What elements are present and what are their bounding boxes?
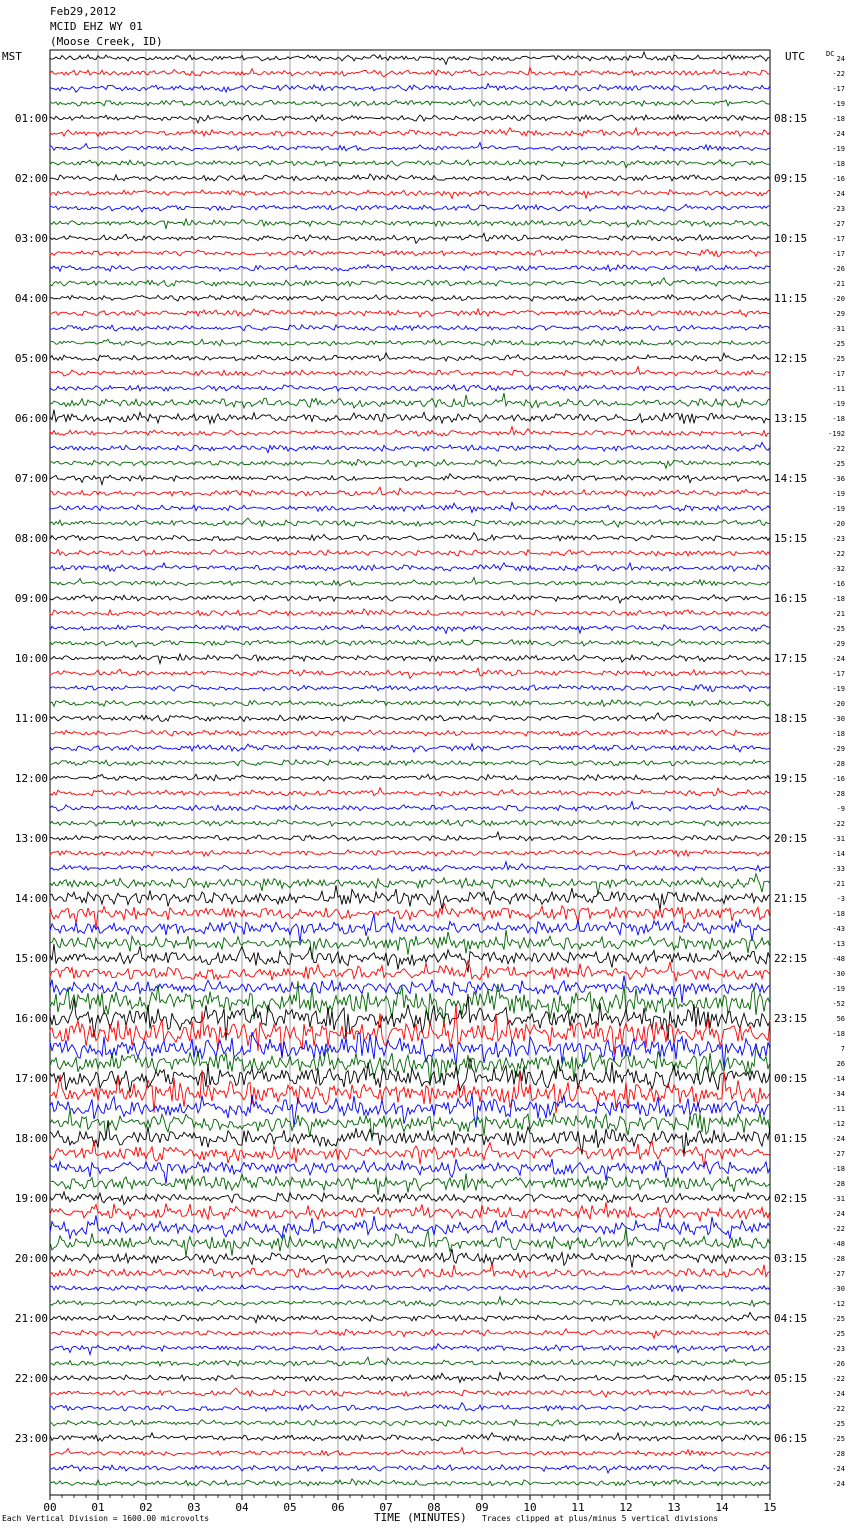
dc-offset-label: -22 — [832, 1375, 845, 1383]
mst-hour-label: 13:00 — [14, 832, 48, 845]
seismic-trace — [50, 1403, 770, 1411]
dc-offset-label: -24 — [832, 655, 845, 663]
dc-offset-label: -22 — [832, 820, 845, 828]
dc-offset-label: -22 — [832, 445, 845, 453]
seismic-trace — [50, 760, 770, 766]
seismic-trace — [50, 204, 770, 212]
dc-offset-label: -24 — [832, 1135, 845, 1143]
x-tick-label: 08 — [427, 1501, 441, 1514]
seismic-trace — [50, 578, 770, 586]
utc-hour-label: 09:15 — [774, 172, 808, 185]
seismic-trace — [50, 1297, 770, 1307]
utc-hour-label: 22:15 — [774, 952, 808, 965]
dc-offset-label: -18 — [832, 1165, 845, 1173]
utc-axis-label: UTC — [785, 50, 805, 63]
dc-offset-label: -20 — [832, 295, 845, 303]
dc-offset-label: -28 — [832, 1180, 845, 1188]
mst-hour-label: 15:00 — [14, 952, 48, 965]
dc-offset-label: -17 — [832, 85, 845, 93]
seismic-trace — [50, 885, 770, 910]
dc-offset-label: -18 — [832, 595, 845, 603]
dc-offset-label: -12 — [832, 1300, 845, 1308]
dc-offset-label: -23 — [832, 205, 845, 213]
seismic-trace — [50, 700, 770, 707]
seismic-trace — [50, 115, 770, 123]
dc-offset-label: -14 — [832, 850, 845, 858]
seismic-trace — [50, 278, 770, 287]
dc-offset-label: -25 — [832, 625, 845, 633]
seismic-trace — [50, 862, 770, 872]
dc-offset-label: -25 — [832, 1435, 845, 1443]
x-tick-label: 07 — [379, 1501, 393, 1514]
x-tick-label: 11 — [571, 1501, 585, 1514]
dc-offset-label: -22 — [832, 550, 845, 558]
mst-hour-label: 12:00 — [14, 772, 48, 785]
dc-offset-label: -28 — [832, 790, 845, 798]
dc-offset-label: -18 — [832, 115, 845, 123]
seismic-trace — [50, 502, 770, 512]
seismic-trace — [50, 730, 770, 736]
mst-hour-label: 06:00 — [14, 412, 48, 425]
seismic-trace — [50, 1285, 770, 1292]
x-tick-label: 00 — [43, 1501, 57, 1514]
utc-hour-label: 14:15 — [774, 472, 808, 485]
dc-offset-label: -18 — [832, 415, 845, 423]
seismic-trace — [50, 874, 770, 895]
utc-hour-label: 11:15 — [774, 292, 808, 305]
dc-offset-label: -33 — [832, 865, 845, 873]
dc-offset-label: -25 — [832, 1420, 845, 1428]
seismic-trace — [50, 832, 770, 841]
x-tick-label: 14 — [715, 1501, 729, 1514]
seismic-trace — [50, 160, 770, 168]
utc-hour-label: 12:15 — [774, 352, 808, 365]
dc-offset-label: -22 — [832, 1225, 845, 1233]
seismic-trace — [50, 487, 770, 496]
dc-offset-label: -9 — [836, 805, 845, 813]
seismic-trace — [50, 774, 770, 781]
seismic-trace — [50, 1433, 770, 1441]
seismic-trace — [50, 788, 770, 796]
x-tick-label: 13 — [667, 1501, 681, 1514]
dc-offset-label: -32 — [832, 565, 845, 573]
dc-offset-label: -18 — [832, 730, 845, 738]
seismic-trace — [50, 353, 770, 361]
dc-offset-label: 7 — [840, 1045, 845, 1053]
dc-offset-label: -29 — [832, 640, 845, 648]
seismic-trace — [50, 1448, 770, 1456]
utc-hour-label: 02:15 — [774, 1192, 808, 1205]
utc-hour-label: 06:15 — [774, 1432, 808, 1445]
x-tick-label: 04 — [235, 1501, 249, 1514]
seismic-trace — [50, 190, 770, 199]
utc-hour-label: 01:15 — [774, 1132, 808, 1145]
seismic-trace — [50, 367, 770, 377]
seismic-trace — [50, 427, 770, 437]
utc-hour-label: 23:15 — [774, 1012, 808, 1025]
mst-hour-label: 22:00 — [14, 1372, 48, 1385]
dc-offset-label: 26 — [836, 1060, 845, 1068]
x-tick-label: 10 — [523, 1501, 537, 1514]
dc-offset-label: -20 — [832, 520, 845, 528]
utc-hour-label: 19:15 — [774, 772, 808, 785]
seismic-trace — [50, 1344, 770, 1355]
seismic-trace — [50, 930, 770, 960]
mst-hour-label: 21:00 — [14, 1312, 48, 1325]
mst-hour-label: 08:00 — [14, 532, 48, 545]
x-tick-label: 05 — [283, 1501, 297, 1514]
dc-offset-label: -48 — [832, 1240, 845, 1248]
dc-offset-label: -23 — [832, 535, 845, 543]
seismic-trace — [50, 518, 770, 527]
seismic-trace — [50, 250, 770, 257]
seismic-trace — [50, 1215, 770, 1239]
seismic-trace — [50, 52, 770, 64]
seismic-trace — [50, 820, 770, 826]
seismic-trace — [50, 625, 770, 634]
seismic-trace — [50, 1249, 770, 1268]
dc-offset-label: -18 — [832, 910, 845, 918]
scale-note: Each Vertical Division = 1600.00 microvolts — [2, 1514, 210, 1523]
mst-hour-label: 19:00 — [14, 1192, 48, 1205]
x-tick-label: 02 — [139, 1501, 153, 1514]
utc-hour-label: 17:15 — [774, 652, 808, 665]
dc-offset-label: -24 — [832, 1465, 845, 1473]
seismic-trace — [50, 265, 770, 272]
utc-hour-label: 05:15 — [774, 1372, 808, 1385]
seismic-trace — [50, 639, 770, 647]
dc-offset-label: -21 — [832, 880, 845, 888]
seismic-trace — [50, 219, 770, 229]
clip-note: Traces clipped at plus/minus 5 vertical divisions — [482, 1514, 719, 1523]
seismic-trace — [50, 609, 770, 616]
dc-offset-label: -19 — [832, 490, 845, 498]
mst-axis-label: MST — [2, 50, 22, 63]
dc-offset-label: -26 — [832, 265, 845, 273]
dc-offset-label: -29 — [832, 310, 845, 318]
seismic-trace — [50, 339, 770, 346]
seismic-trace — [50, 143, 770, 151]
utc-hour-label: 18:15 — [774, 712, 808, 725]
dc-offset-label: -30 — [832, 970, 845, 978]
utc-hour-label: 08:15 — [774, 112, 808, 125]
dc-offset-label: -18 — [832, 160, 845, 168]
dc-offset-label: -21 — [832, 280, 845, 288]
dc-offset-label: -23 — [832, 1345, 845, 1353]
dc-offset-label: -34 — [832, 1090, 845, 1098]
utc-hour-label: 10:15 — [774, 232, 808, 245]
utc-hour-label: 16:15 — [774, 592, 808, 605]
seismic-trace — [50, 128, 770, 137]
utc-hour-label: 04:15 — [774, 1312, 808, 1325]
date-label: Feb29,2012 — [50, 5, 117, 18]
seismic-trace — [50, 944, 770, 973]
dc-offset-label: -24 — [832, 1390, 845, 1398]
seismic-trace — [50, 474, 770, 485]
mst-hour-label: 05:00 — [14, 352, 48, 365]
dc-offset-label: -18 — [832, 1030, 845, 1038]
dc-offset-label: -21 — [832, 610, 845, 618]
seismic-trace — [50, 100, 770, 106]
mst-hour-label: 03:00 — [14, 232, 48, 245]
seismic-trace — [50, 1263, 770, 1278]
dc-offset-label: -24 — [832, 1480, 845, 1488]
seismic-trace — [50, 1372, 770, 1382]
dc-offset-label: -24 — [832, 130, 845, 138]
plot-frame — [50, 50, 770, 1495]
seismic-trace — [50, 1192, 770, 1205]
dc-offset-label: -52 — [832, 1000, 845, 1008]
x-tick-label: 15 — [763, 1501, 777, 1514]
dc-offset-label: -31 — [832, 835, 845, 843]
dc-offset-label: 56 — [836, 1015, 845, 1023]
dc-offset-label: -31 — [832, 325, 845, 333]
utc-hour-label: 00:15 — [774, 1072, 808, 1085]
dc-offset-label: -25 — [832, 1330, 845, 1338]
seismic-trace — [50, 1094, 770, 1128]
dc-offset-label: -24 — [832, 1210, 845, 1218]
dc-offset-label: -19 — [832, 505, 845, 513]
dc-offset-label: -17 — [832, 250, 845, 258]
mst-hour-label: 09:00 — [14, 592, 48, 605]
mst-hour-label: 18:00 — [14, 1132, 48, 1145]
dc-offset-label: -28 — [832, 760, 845, 768]
mst-hour-label: 17:00 — [14, 1072, 48, 1085]
dc-offset-label: -31 — [832, 1195, 845, 1203]
dc-offset-label: -24 — [832, 190, 845, 198]
seismic-trace — [50, 1312, 770, 1322]
dc-offset-label: -48 — [832, 955, 845, 963]
dc-offset-label: -30 — [832, 1285, 845, 1293]
dc-offset-label: -43 — [832, 925, 845, 933]
utc-hour-label: 21:15 — [774, 892, 808, 905]
dc-offset-label: -17 — [832, 670, 845, 678]
seismic-trace — [50, 385, 770, 391]
dc-offset-label: -3 — [836, 895, 845, 903]
x-axis-label: TIME (MINUTES) — [374, 1511, 467, 1524]
seismic-trace — [50, 1173, 770, 1195]
x-tick-label: 09 — [475, 1501, 489, 1514]
dc-offset-label: -27 — [832, 220, 845, 228]
dc-offset-label: -25 — [832, 355, 845, 363]
dc-offset-label: -29 — [832, 745, 845, 753]
mst-hour-label: 14:00 — [14, 892, 48, 905]
mst-hour-label: 11:00 — [14, 712, 48, 725]
dc-offset-label: -19 — [832, 145, 845, 153]
dc-offset-label: -22 — [832, 70, 845, 78]
seismic-trace — [50, 668, 770, 678]
dc-offset-label: -30 — [832, 715, 845, 723]
seismic-trace — [50, 563, 770, 571]
dc-axis-label: DC — [826, 50, 835, 58]
seismic-trace — [50, 533, 770, 541]
dc-offset-label: -19 — [832, 400, 845, 408]
mst-hour-label: 02:00 — [14, 172, 48, 185]
dc-offset-label: -27 — [832, 1270, 845, 1278]
seismic-trace — [50, 1420, 770, 1426]
seismic-trace — [50, 84, 770, 93]
seismic-trace — [50, 744, 770, 752]
seismic-trace — [50, 549, 770, 556]
x-tick-label: 03 — [187, 1501, 201, 1514]
mst-hour-label: 04:00 — [14, 292, 48, 305]
mst-hour-label: 16:00 — [14, 1012, 48, 1025]
dc-offset-label: -16 — [832, 580, 845, 588]
dc-offset-label: -19 — [832, 985, 845, 993]
seismic-trace — [50, 174, 770, 181]
seismic-trace — [50, 850, 770, 857]
location-label: (Moose Creek, ID) — [50, 35, 163, 48]
seismic-trace — [50, 903, 770, 929]
dc-offset-label: -22 — [832, 1405, 845, 1413]
seismic-trace — [50, 1329, 770, 1339]
dc-offset-label: -13 — [832, 940, 845, 948]
mst-hour-label: 23:00 — [14, 1432, 48, 1445]
utc-hour-label: 13:15 — [774, 412, 808, 425]
x-tick-label: 01 — [91, 1501, 105, 1514]
dc-offset-label: -16 — [832, 775, 845, 783]
seismic-trace — [50, 1388, 770, 1397]
dc-offset-label: -14 — [832, 1075, 845, 1083]
seismic-trace — [50, 410, 770, 424]
seismic-trace — [50, 1465, 770, 1473]
dc-offset-label: -25 — [832, 1315, 845, 1323]
dc-offset-label: -17 — [832, 235, 845, 243]
seismic-trace — [50, 442, 770, 452]
seismic-trace — [50, 685, 770, 692]
seismic-trace — [50, 393, 770, 408]
seismic-trace — [50, 325, 770, 331]
dc-offset-label: -36 — [832, 475, 845, 483]
seismic-trace — [50, 1479, 770, 1486]
station-label: MCID EHZ WY 01 — [50, 20, 143, 33]
seismic-trace — [50, 1159, 770, 1184]
dc-offset-label: -27 — [832, 1150, 845, 1158]
dc-offset-label: -19 — [832, 685, 845, 693]
mst-hour-label: 20:00 — [14, 1252, 48, 1265]
dc-offset-label: -28 — [832, 1450, 845, 1458]
dc-offset-label: -192 — [828, 430, 845, 438]
seismic-trace — [50, 309, 770, 317]
dc-offset-label: 24 — [836, 55, 845, 63]
seismic-trace — [50, 295, 770, 301]
dc-offset-label: -25 — [832, 460, 845, 468]
seismic-trace — [50, 802, 770, 812]
utc-hour-label: 15:15 — [774, 532, 808, 545]
mst-hour-label: 10:00 — [14, 652, 48, 665]
seismic-trace — [50, 1357, 770, 1366]
mst-hour-label: 07:00 — [14, 472, 48, 485]
utc-hour-label: 20:15 — [774, 832, 808, 845]
dc-offset-label: -17 — [832, 370, 845, 378]
dc-offset-label: -11 — [832, 1105, 845, 1113]
seismic-trace — [50, 459, 770, 469]
seismic-trace — [50, 233, 770, 243]
dc-offset-label: -12 — [832, 1120, 845, 1128]
seismic-trace — [50, 1202, 770, 1221]
dc-offset-label: -11 — [832, 385, 845, 393]
dc-offset-label: -16 — [832, 175, 845, 183]
dc-offset-label: -19 — [832, 100, 845, 108]
mst-hour-label: 01:00 — [14, 112, 48, 125]
seismic-trace — [50, 595, 770, 603]
dc-offset-label: -20 — [832, 700, 845, 708]
x-tick-label: 12 — [619, 1501, 633, 1514]
dc-offset-label: -26 — [832, 1360, 845, 1368]
seismic-trace — [50, 713, 770, 722]
seismic-trace — [50, 654, 770, 664]
x-tick-label: 06 — [331, 1501, 345, 1514]
dc-offset-label: -25 — [832, 340, 845, 348]
utc-hour-label: 03:15 — [774, 1252, 808, 1265]
seismic-trace — [50, 68, 770, 78]
dc-offset-label: -28 — [832, 1255, 845, 1263]
